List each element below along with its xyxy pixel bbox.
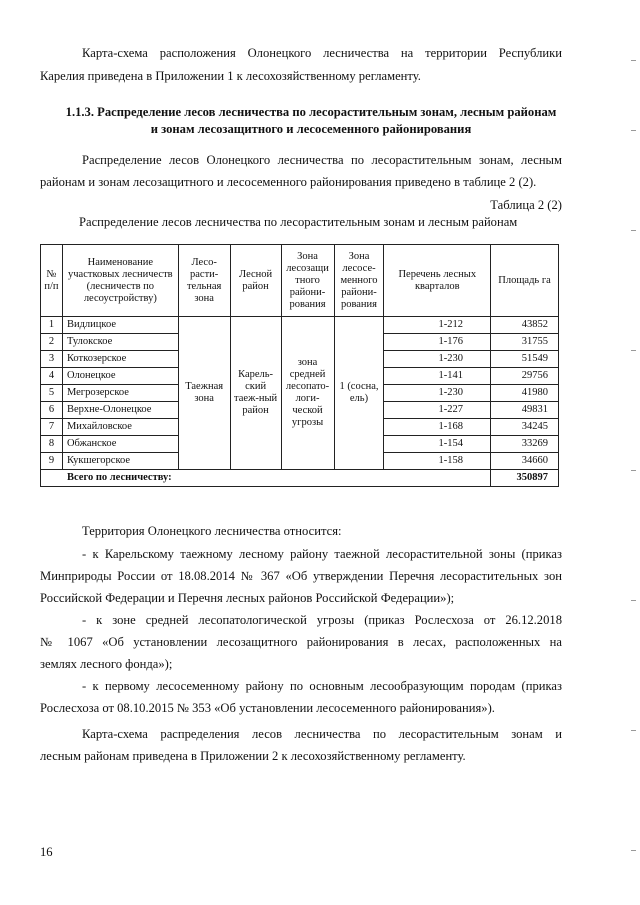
row-quarters: 1-168 [384, 419, 491, 436]
row-area: 49831 [491, 402, 559, 419]
row-num: 5 [41, 385, 63, 402]
scan-mark [631, 350, 636, 351]
territory-item2-line-1: - к зоне средней лесопатологической угрозы (приказ Рослесхоза от 26.12.2018 [82, 613, 562, 627]
table-row [41, 317, 559, 334]
row-name: Олонецкое [62, 368, 178, 385]
table-label: Таблица 2 (2) [490, 198, 562, 212]
row-area: 31755 [491, 334, 559, 351]
row-name: Михайловское [62, 419, 178, 436]
row-quarters: 1-158 [384, 453, 491, 470]
row-area: 29756 [491, 368, 559, 385]
row-area: 33269 [491, 436, 559, 453]
header-num: № п/п [41, 245, 63, 317]
row-area: 43852 [491, 317, 559, 334]
row-area: 34660 [491, 453, 559, 470]
table-caption: Распределение лесов лесничества по лесорастительным зонам и лесным районам [79, 215, 518, 229]
row-quarters: 1-141 [384, 368, 491, 385]
row-quarters: 1-176 [384, 334, 491, 351]
row-quarters: 1-230 [384, 385, 491, 402]
section-heading-line-1: 1.1.3. Распределение лесов лесничества по лесорастительным зонам, лесным районам [65, 105, 557, 119]
intro-line-2: Карелия приведена в Приложении 1 к лесохозяйственному регламенту. [40, 69, 421, 83]
territory-item3-line-2: Рослесхоза от 08.10.2015 № 353 «Об установлении лесосеменного районирования»). [40, 701, 495, 715]
row-name: Мегрозерское [62, 385, 178, 402]
territory-intro: Территория Олонецкого лесничества относится: [82, 524, 342, 538]
row-quarters: 1-154 [384, 436, 491, 453]
intro-line-1: Карта-схема расположения Олонецкого лесничества на территории Республики [82, 46, 562, 60]
table-total-row [41, 470, 559, 487]
row-num: 9 [41, 453, 63, 470]
row-num: 1 [41, 317, 63, 334]
scan-mark [631, 130, 636, 131]
paragraph1-line-2: районам и зонам лесозащитного и лесосеменного районирования приведено в таблице 2 (2). [40, 175, 537, 189]
row-num: 8 [41, 436, 63, 453]
territory-item1-line-3: Российской Федерации и Перечня лесных районов Российской Федерации»); [40, 591, 455, 605]
row-num: 2 [41, 334, 63, 351]
merged-district: Карель-ский таеж-ный район [230, 317, 281, 470]
row-quarters: 1-212 [384, 317, 491, 334]
row-num: 7 [41, 419, 63, 436]
header-name: Наименование участковых лесничеств (лесничеств по лесоустройству) [62, 245, 178, 317]
territory-item2-line-2: № 1067 «Об установлении лесозащитного районирования в лесах, расположенных на [40, 635, 562, 649]
merged-zone: Таежная зона [178, 317, 230, 470]
row-num: 3 [41, 351, 63, 368]
row-area: 34245 [491, 419, 559, 436]
header-district: Лесной район [230, 245, 281, 317]
merged-protection: зона средней лесопато-логи-ческой угрозы [281, 317, 334, 470]
page-number: 16 [40, 845, 53, 859]
section-heading-line-2: и зонам лесозащитного и лесосеменного районирования [150, 122, 472, 136]
row-name: Кукшегорское [62, 453, 178, 470]
scan-mark [631, 470, 636, 471]
closing-line-2: лесным районам приведена в Приложении 2 к лесохозяйственному регламенту. [40, 749, 466, 763]
row-name: Верхне-Олонецкое [62, 402, 178, 419]
scan-mark [631, 730, 636, 731]
row-name: Тулокское [62, 334, 178, 351]
header-zone: Лесо-расти-тельная зона [178, 245, 230, 317]
closing-line-1: Карта-схема распределения лесов лесничества по лесорастительным зонам и [82, 727, 562, 741]
row-name: Коткозерское [62, 351, 178, 368]
merged-seed: 1 (сосна, ель) [334, 317, 384, 470]
scan-mark [631, 600, 636, 601]
row-name: Видлицкое [62, 317, 178, 334]
territory-item3-line-1: - к первому лесосеменному району по основным лесообразующим породам (приказ [82, 679, 562, 693]
total-value: 350897 [491, 470, 559, 487]
territory-item1-line-1: - к Карельскому таежному лесному району таежной лесорастительной зоны (приказ [82, 547, 562, 561]
row-num: 6 [41, 402, 63, 419]
row-name: Обжанское [62, 436, 178, 453]
territory-item2-line-3: землях лесного фонда»); [40, 657, 173, 671]
forest-distribution-table [40, 244, 559, 487]
row-quarters: 1-227 [384, 402, 491, 419]
scan-mark [631, 230, 636, 231]
header-seed: Зона лесосе-менного райони-рования [334, 245, 384, 317]
scan-mark [631, 850, 636, 851]
row-quarters: 1-230 [384, 351, 491, 368]
row-num: 4 [41, 368, 63, 385]
header-area: Площадь га [491, 245, 559, 317]
territory-item1-line-2: Минприроды России от 18.08.2014 № 367 «Об утверждении Перечня лесорастительных зон [40, 569, 562, 583]
total-label: Всего по лесничеству: [41, 470, 491, 487]
paragraph1-line-1: Распределение лесов Олонецкого лесничества по лесорастительным зонам, лесным [82, 153, 562, 167]
row-area: 51549 [491, 351, 559, 368]
scan-mark [631, 60, 636, 61]
header-protection: Зона лесозащи тного райони-рования [281, 245, 334, 317]
header-quarters: Перечень лесных кварталов [384, 245, 491, 317]
row-area: 41980 [491, 385, 559, 402]
